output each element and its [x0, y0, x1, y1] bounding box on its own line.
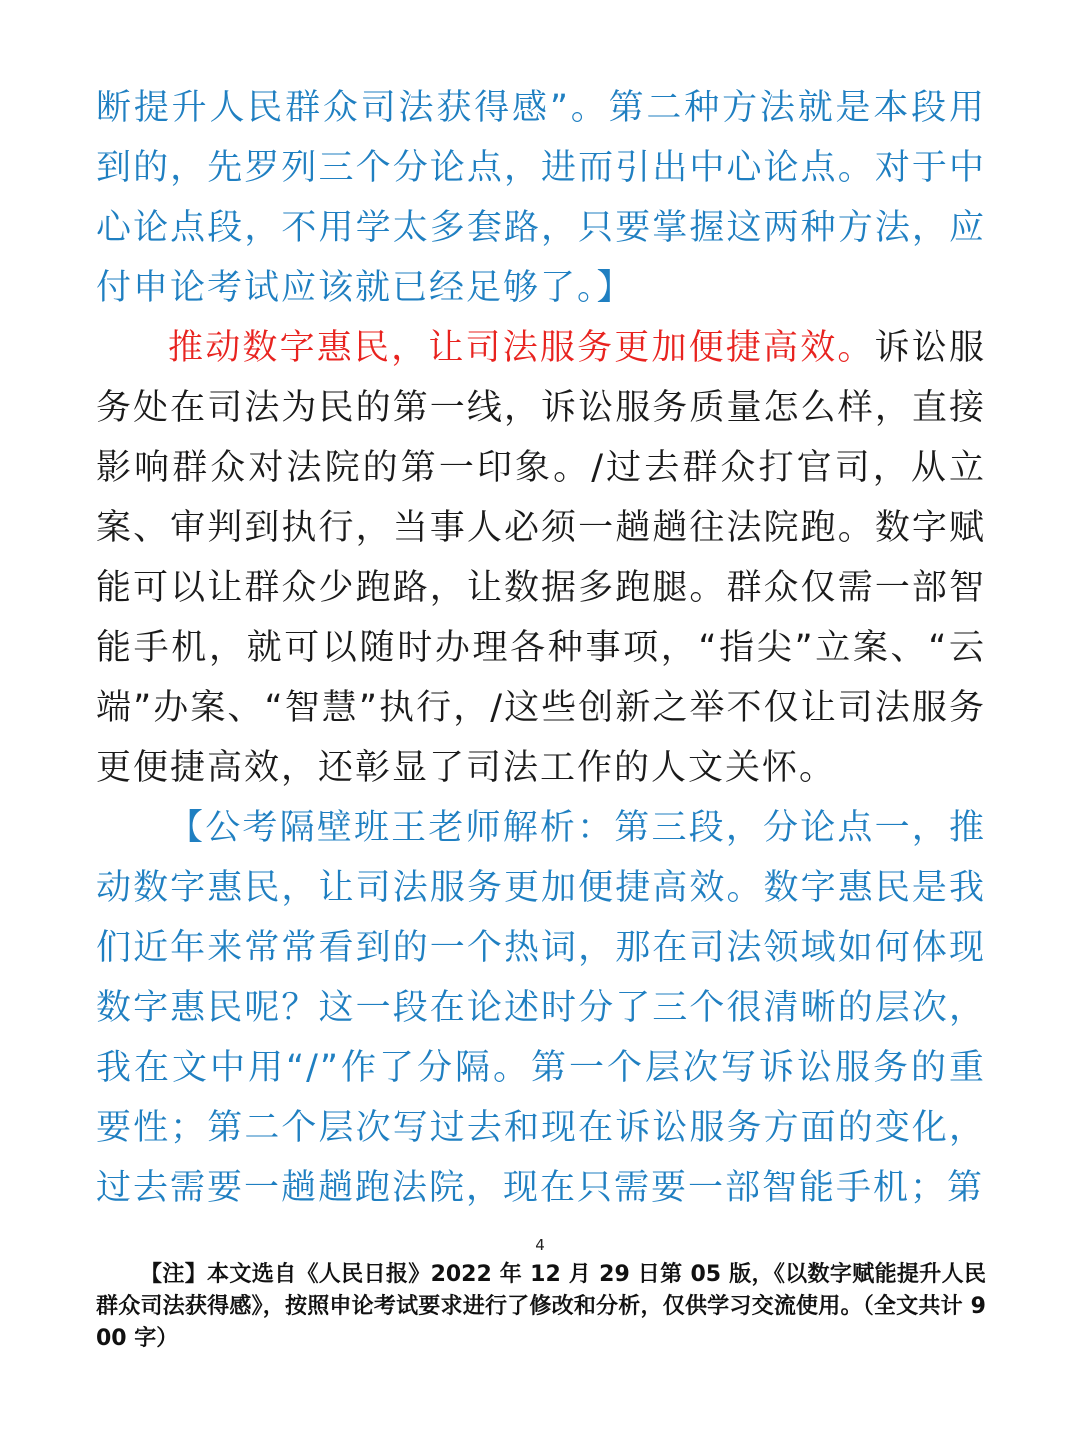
analysis-paragraph-continued: 断提升人民群众司法获得感”。第二种方法就是本段用到的，先罗列三个分论点，进而引出中心论点。对于中心论点段，不用学太多套路，只要掌握这两种方法，应付申论考试应该就已经足够了。】: [96, 88, 986, 308]
footnote: 【注】本文选自《人民日报》2022 年 12 月 29 日第 05 版，《以数字赋能提升人民群众司法获得感》，按照申论考试要求进行了修改和分析，仅供学习交流使用。（全文共计 900 字）: [96, 1262, 986, 1351]
body-text: 诉讼服务处在司法为民的第一线，诉讼服务质量怎么样，直接影响群众对法院的第一印象。/过去群众打官司，从立案、审判到执行，当事人必须一趟趟往法院跑。数字赋能可以让群众少跑路，让数据多跑腿。群众仅需一部智能手机，就可以随时办理各种事项，“指尖”立案、“云端”办案、“智慧”执行，/这些创新之举不仅让司法服务更便捷高效，还彰显了司法工作的人文关怀。: [96, 328, 986, 788]
analysis-paragraph: 【公考隔壁班王老师解析：第三段，分论点一，推动数字惠民，让司法服务更加便捷高效。数字惠民是我们近年来常常看到的一个热词，那在司法领域如何体现数字惠民呢？这一段在论述时分了三个很清晰的层次，我在文中用“/”作了分隔。第一个层次写诉讼服务的重要性；第二个层次写过去和现在诉讼服务方面的变化，过去需要一趟趟跑法院，现在只需要一部智能手机；第: [96, 808, 986, 1208]
section-heading: 推动数字惠民，让司法服务更加便捷高效。: [168, 328, 875, 368]
document-body: [96, 78, 986, 1218]
body-paragraph: [96, 318, 986, 798]
page-number: 4: [535, 1236, 545, 1254]
